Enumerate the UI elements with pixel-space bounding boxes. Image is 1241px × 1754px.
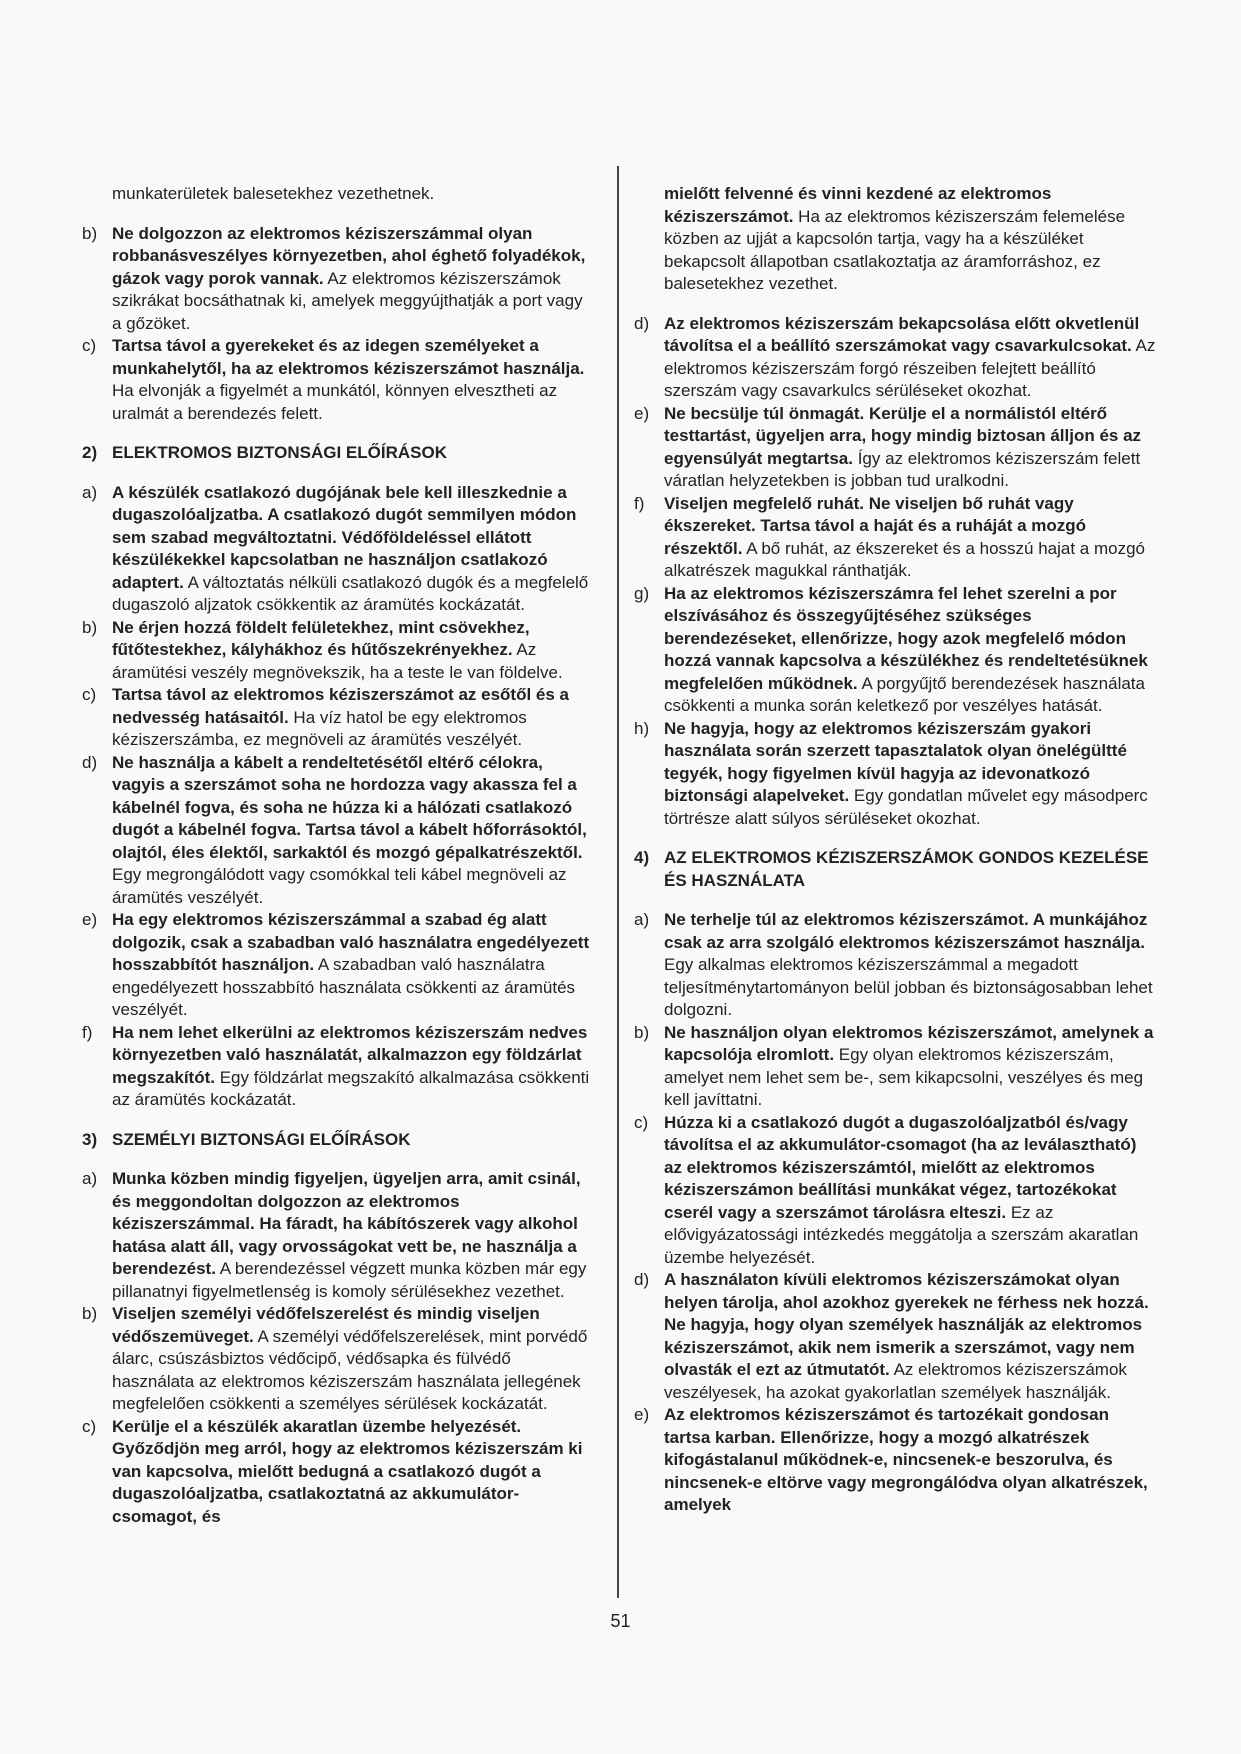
list-item: e) Ha egy elektromos kéziszerszámmal a szabad ég alatt dolgozik, csak a szabadban való használatra engedélyezett hosszabbítót használjon. A szabadban való használatra engedélyezett hosszabbító használata csökkenti az áramütés veszélyét. [82, 910, 590, 1019]
list-item: c) Húzza ki a csatlakozó dugót a dugaszolóaljzatból és/vagy távolítsa el az akkumulátor-csomagot (ha az leválasztható) az elektromos kéziszerszámtól, mielőtt az elektromos kéziszerszámon beállítási munkákat végez, tartozékokat cserél vagy a szerszámot tárolásra elteszi. Ez az elővigyázatossági intézkedés meggátolja a szerszám akaratlan üzembe helyezését. [634, 1112, 1139, 1267]
column-divider [617, 166, 619, 1598]
list-item: b) Ne érjen hozzá földelt felületekhez, mint csövekhez, fűtőtestekhez, kályhákhoz és hűtőszekrényekhez. Az áramütési veszély megnövekszik, ha a teste le van földelve. [82, 617, 563, 682]
list-item: c) Tartsa távol az elektromos kéziszerszámot az esőtől és a nedvesség hatásaitól. Ha víz hatol be egy elektromos kéziszerszámba, ez megnöveli az áramütés veszélyét. [82, 685, 569, 749]
left-column [82, 166, 592, 1528]
list-item: c) Tartsa távol a gyerekeket és az idegen személyeket a munkahelytől, ha az elektromos kéziszerszámot használja. Ha elvonják a figyelmét a munkától, könnyen elvesztheti az uralmát a berendezés felett. [82, 336, 585, 423]
list-item: b) Ne dolgozzon az elektromos kéziszerszámmal olyan robbanásveszélyes környezetben, ahol éghető folyadékok, gázok vagy porok vannak. Az elektromos kéziszerszámok szikrákat bocsáthatnak ki, amelyek meggyújthatják a port vagy a gőzöket. [82, 223, 586, 333]
list-item: d) Az elektromos kéziszerszám bekapcsolása előtt okvetlenül távolítsa el a beállító szerszámokat vagy csavarkulcsokat. Az elektromos kéziszerszám forgó részeiben felejtett beállító szerszám vagy csavarkulcs sérüléseket okozhat. [634, 313, 1156, 400]
list-item: g) Ha az elektromos kéziszerszámra fel lehet szerelni a por elszívásához és összegyűjtéséhez szükséges berendezéseket, ellenőrizze, hogy azok megfelelő módon hozzá vannak kapcsolva a készülékhez és rendeltetésüknek megfelelően működnek. A porgyűjtő berendezések használata csökkenti a munka során keletkező por veszélyes hatását. [634, 583, 1148, 715]
list-item: f) Ha nem lehet elkerülni az elektromos kéziszerszám nedves környezetben való használatát, alkalmazzon egy földzárlat megszakítót. Egy földzárlat megszakító alkalmazása csökkenti az áramütés kockázatát. [82, 1022, 590, 1109]
list-item: c) Kerülje el a készülék akaratlan üzembe helyezését. Győződjön meg arról, hogy az elektromos kéziszerszám ki van kapcsolva, mielőtt bedugná a csatlakozó dugót a dugaszolóaljzatba, csatlakoztatná az akkumulátor-csomagot, és [82, 1416, 583, 1526]
list-item: a) Munka közben mindig figyeljen, ügyeljen arra, amit csinál, és meggondoltan dolgozzon az elektromos kéziszerszámmal. Ha fáradt, ha kábítószerek vagy alkohol hatása alatt áll, vagy orvosságokat vett be, ne használja a berendezést. A berendezéssel végzett munka közben már egy pillanatnyi figyelmetlenség is komoly sérülésekhez vezethet. [82, 1169, 587, 1301]
list-item: e) Ne becsülje túl önmagát. Kerülje el a normálistól eltérő testtartást, ügyeljen arra, hogy mindig biztosan álljon és az egyensúlyát megtartsa. Így az elektromos kéziszerszám felett váratlan helyzetekben is jobban tud uralkodni. [634, 403, 1142, 490]
list-item: b) Viseljen személyi védőfelszerelést és mindig viseljen védőszemüveget. A személyi védőfelszerelések, mint porvédő álarc, csúszásbiztos védőcipő, védősapka és fülvédő használata az elektromos kéziszerszám használata jellegének megfelelően csökkenti a személyes sérülések kockázatát. [82, 1304, 588, 1413]
right-column [634, 166, 1159, 1517]
list-item: b) Ne használjon olyan elektromos kéziszerszámot, amelynek a kapcsolója elromlott. Egy olyan elektromos kéziszerszám, amelyet nem lehet sem be-, sem kikapcsolni, veszélyes és meg kell javíttatni. [634, 1022, 1154, 1109]
section-heading: 2) ELEKTROMOS BIZTONSÁGI ELŐÍRÁSOK [82, 443, 447, 462]
list-item: h) Ne hagyja, hogy az elektromos kéziszerszám gyakori használata során szerzett tapasztalatok olyan önelégültté tegyék, hogy figyelmen kívül hagyja az idevonatkozó biztonsági alapelveket. Egy gondatlan művelet egy másodperc törtrésze alatt súlyos sérüléseket okozhat. [634, 718, 1148, 828]
continued-text: mielőtt felvenné és vinni kezdené az elektromos kéziszerszámot. Ha az elektromos kéziszerszám felemelése közben az ujját a kapcsolón tartja, vagy ha a készüléket bekapcsolt állapotban csatlakoztatja az áramforráshoz, ez balesetekhez vezethet. [664, 184, 1126, 293]
list-item: d) Ne használja a kábelt a rendeltetésétől eltérő célokra, vagyis a szerszámot soha ne hordozza vagy akassza fel a kábelnél fogva, és soha ne húzza ki a hálózati csatlakozó dugót a kábelnél fogva. Tartsa távol a kábelt hőforrásoktól, olajtól, éles élektől, sarkaktól és mozgó gépalkatrészektől. Egy megrongálódott vagy csomókkal teli kábel megnöveli az áramütés veszélyét. [82, 752, 587, 907]
continued-text: munkaterületek balesetekhez vezethetnek. [112, 184, 435, 203]
list-item: e) Az elektromos kéziszerszámot és tartozékait gondosan tartsa karban. Ellenőrizze, hogy a mozgó alkatrészek kifogástalanul működnek-e, nincsenek-e beszorulva, és nincsenek-e eltörve vagy megrongálódva olyan alkatrészek, amelyek [634, 1405, 1148, 1514]
page-number: 51 [610, 1611, 631, 1631]
list-item: a) Ne terhelje túl az elektromos kéziszerszámot. A munkájához csak az arra szolgáló elektromos kéziszerszámot használja. Egy alkalmas elektromos kéziszerszámmal a megadott teljesítménytartományon belül jobban és biztonságosabban lehet dolgozni. [634, 910, 1153, 1019]
section-heading: 3) SZEMÉLYI BIZTONSÁGI ELŐÍRÁSOK [82, 1129, 411, 1149]
section-heading: 4) AZ ELEKTROMOS KÉZISZERSZÁMOK GONDOS KEZELÉSE ÉS HASZNÁLATA [634, 848, 1149, 890]
list-item: a) A készülék csatlakozó dugójának bele kell illeszkednie a dugaszolóaljzatba. A csatlakozó dugót semmilyen módon sem szabad megváltoztatni. Védőföldeléssel ellátott készülékekkel kapcsolatban ne használjon csatlakozó adaptert. A változtatás nélküli csatlakozó dugók és a megfelelő dugaszoló aljzatok csökkentik az áramütés kockázatát. [82, 482, 589, 614]
list-item: f) Viseljen megfelelő ruhát. Ne viseljen bő ruhát vagy ékszereket. Tartsa távol a haját és a ruháját a mozgó részektől. A bő ruhát, az ékszereket és a hosszú hajat a mozgó alkatrészek magukkal ránthatják. [634, 493, 1146, 580]
list-item: d) A használaton kívüli elektromos kéziszerszámokat olyan helyen tárolja, ahol azokhoz gyerekek ne férhess nek hozzá. Ne hagyja, hogy olyan személyek használják az elektromos kéziszerszámot, akik nem ismerik a szerszámot, vagy nem olvasták el ezt az útmutatót. Az elektromos kéziszerszámok veszélyesek, ha azokat gyakorlatlan személyek használják. [634, 1270, 1149, 1402]
